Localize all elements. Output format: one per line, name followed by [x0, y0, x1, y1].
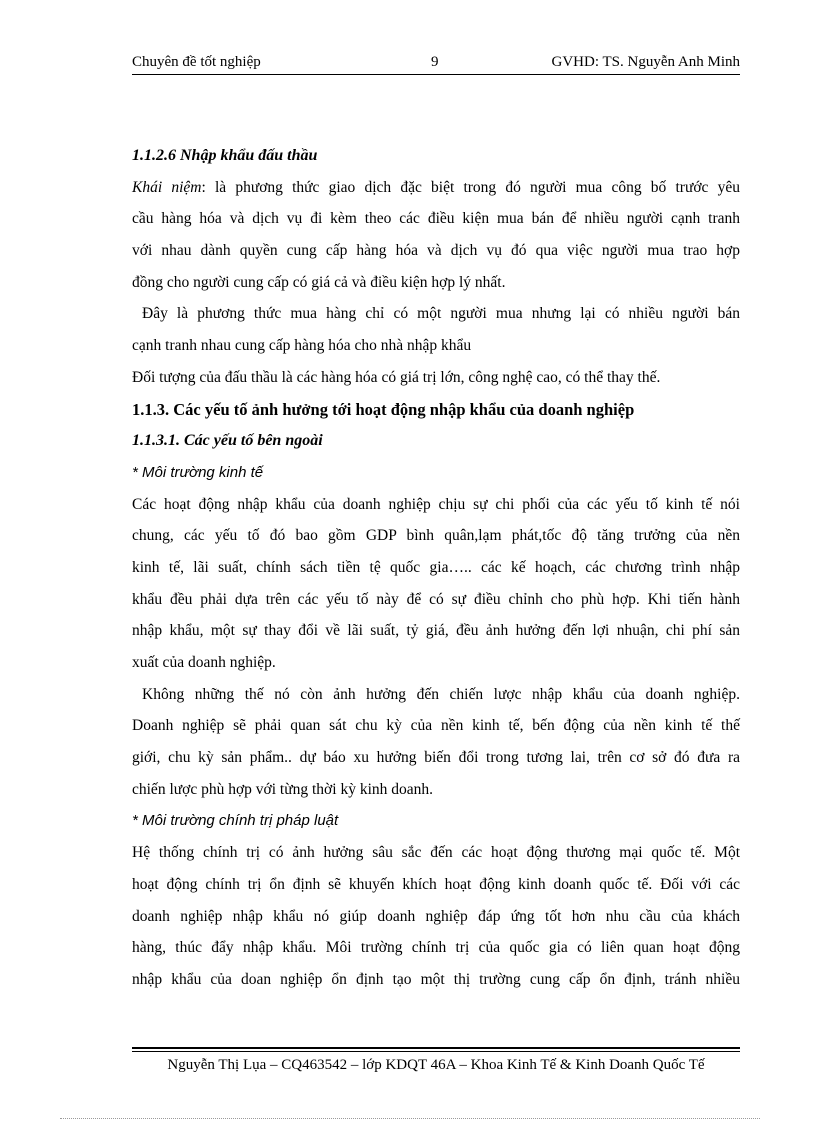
- paragraph-line: Các hoạt động nhập khẩu của doanh nghiệp chịu sự chi phối của các yếu tố kinh tế nói: [132, 495, 740, 513]
- definition-term: Khái niệm: [132, 178, 202, 196]
- section-heading-1-1-2-6: 1.1.2.6 Nhập khẩu đấu thầu: [132, 147, 318, 164]
- paragraph-line: khẩu đều phải dựa trên các yếu tố này để có sự điều chỉnh cho phù hợp. Khi tiến hành: [132, 590, 740, 608]
- footer-divider-thick: [132, 1047, 740, 1049]
- paragraph-line: nhập khẩu, một sự thay đổi về lãi suất, tỷ giá, đều ảnh hưởng đến lợi nhuận, chi phí sản: [132, 622, 740, 640]
- paragraph-line: kinh tế, lãi suất, chính sách tiền tệ quốc gia….. các kế hoạch, các chương trình nhập: [132, 558, 740, 576]
- subheading-political-legal-environment: * Môi trường chính trị pháp luật: [132, 812, 339, 830]
- paragraph-line: Hệ thống chính trị có ảnh hưởng sâu sắc đến các hoạt động thương mại quốc tế. Một: [132, 844, 740, 862]
- header-doc-type: Chuyên đề tốt nghiệp: [132, 54, 261, 70]
- section-heading-1-1-3-1: 1.1.3.1. Các yếu tố bên ngoài: [132, 432, 323, 450]
- paragraph-line: Doanh nghiệp sẽ phải quan sát chu kỳ của nền kinh tế, bến động của nền kinh tế thế: [132, 717, 740, 735]
- paragraph-line: cầu hàng hóa và dịch vụ đi kèm theo các điều kiện mua bán để nhiều người cạnh tranh: [132, 210, 740, 228]
- paragraph-line: giới, chu kỳ sản phẩm.. dự báo xu hưởng biến đổi trong tương lai, trên cơ sở đó đưa ra: [132, 749, 740, 767]
- paragraph-line: hoạt động chính trị ổn định sẽ khuyến khích hoạt động kinh doanh quốc tế. Đối với các: [132, 875, 740, 893]
- paragraph-line: nhập khẩu của doan nghiệp ổn định tạo một thị trường cung cấp ổn định, tránh nhiều: [132, 970, 740, 988]
- header-advisor: GVHD: TS. Nguyễn Anh Minh: [551, 54, 740, 70]
- paragraph-line: với nhau dành quyền cung cấp hàng hóa và dịch vụ đó qua việc người mua trao hợp: [132, 242, 740, 260]
- page-bottom-dotted-rule: [60, 1118, 760, 1119]
- paragraph-line: Đây là phương thức mua hàng chỉ có một người mua nhưng lại có nhiều người bán: [142, 305, 740, 323]
- paragraph-line: cạnh tranh nhau cung cấp hàng hóa cho nhà nhập khẩu: [132, 337, 472, 355]
- document-body: [132, 140, 740, 996]
- paragraph-line: xuất của doanh nghiệp.: [132, 654, 276, 671]
- paragraph-line: Không những thế nó còn ảnh hưởng đến chiến lược nhập khẩu của doanh nghiệp.: [142, 685, 740, 703]
- paragraph-line: hàng, thúc đẩy nhập khẩu. Môi trường chính trị của quốc gia có liên quan hoạt động: [132, 939, 740, 957]
- paragraph-line: chung, các yếu tố đó bao gồm GDP bình quân,lạm phát,tốc độ tăng trưởng của nền: [132, 527, 740, 545]
- header-page-number: 9: [431, 54, 439, 70]
- paragraph-line: Đối tượng của đấu thầu là các hàng hóa có giá trị lớn, công nghệ cao, có thể thay thế.: [132, 368, 661, 386]
- page-header: [132, 52, 740, 74]
- definition-text: : là phương thức giao dịch đặc biệt trong đó người mua công bố trước yêu: [201, 178, 740, 196]
- paragraph-line: chiến lược phù hợp với từng thời kỳ kinh doanh.: [132, 780, 434, 798]
- paragraph-line: doanh nghiệp nhập khẩu nó giúp doanh nghiệp đáp ứng tốt hơn nhu cầu của khách: [132, 907, 740, 925]
- subheading-economic-environment: * Môi trường kinh tế: [132, 463, 264, 481]
- paragraph-line: [132, 172, 740, 204]
- section-heading-1-1-3: 1.1.3. Các yếu tố ảnh hưởng tới hoạt động nhập khẩu của doanh nghiệp: [132, 399, 635, 419]
- paragraph-line: đồng cho người cung cấp có giá cả và điều kiện hợp lý nhất.: [132, 273, 506, 291]
- page-footer: Nguyễn Thị Lụa – CQ463542 – lớp KDQT 46A – Khoa Kinh Tế & Kinh Doanh Quốc Tế: [167, 1057, 705, 1073]
- header-divider: [132, 74, 740, 75]
